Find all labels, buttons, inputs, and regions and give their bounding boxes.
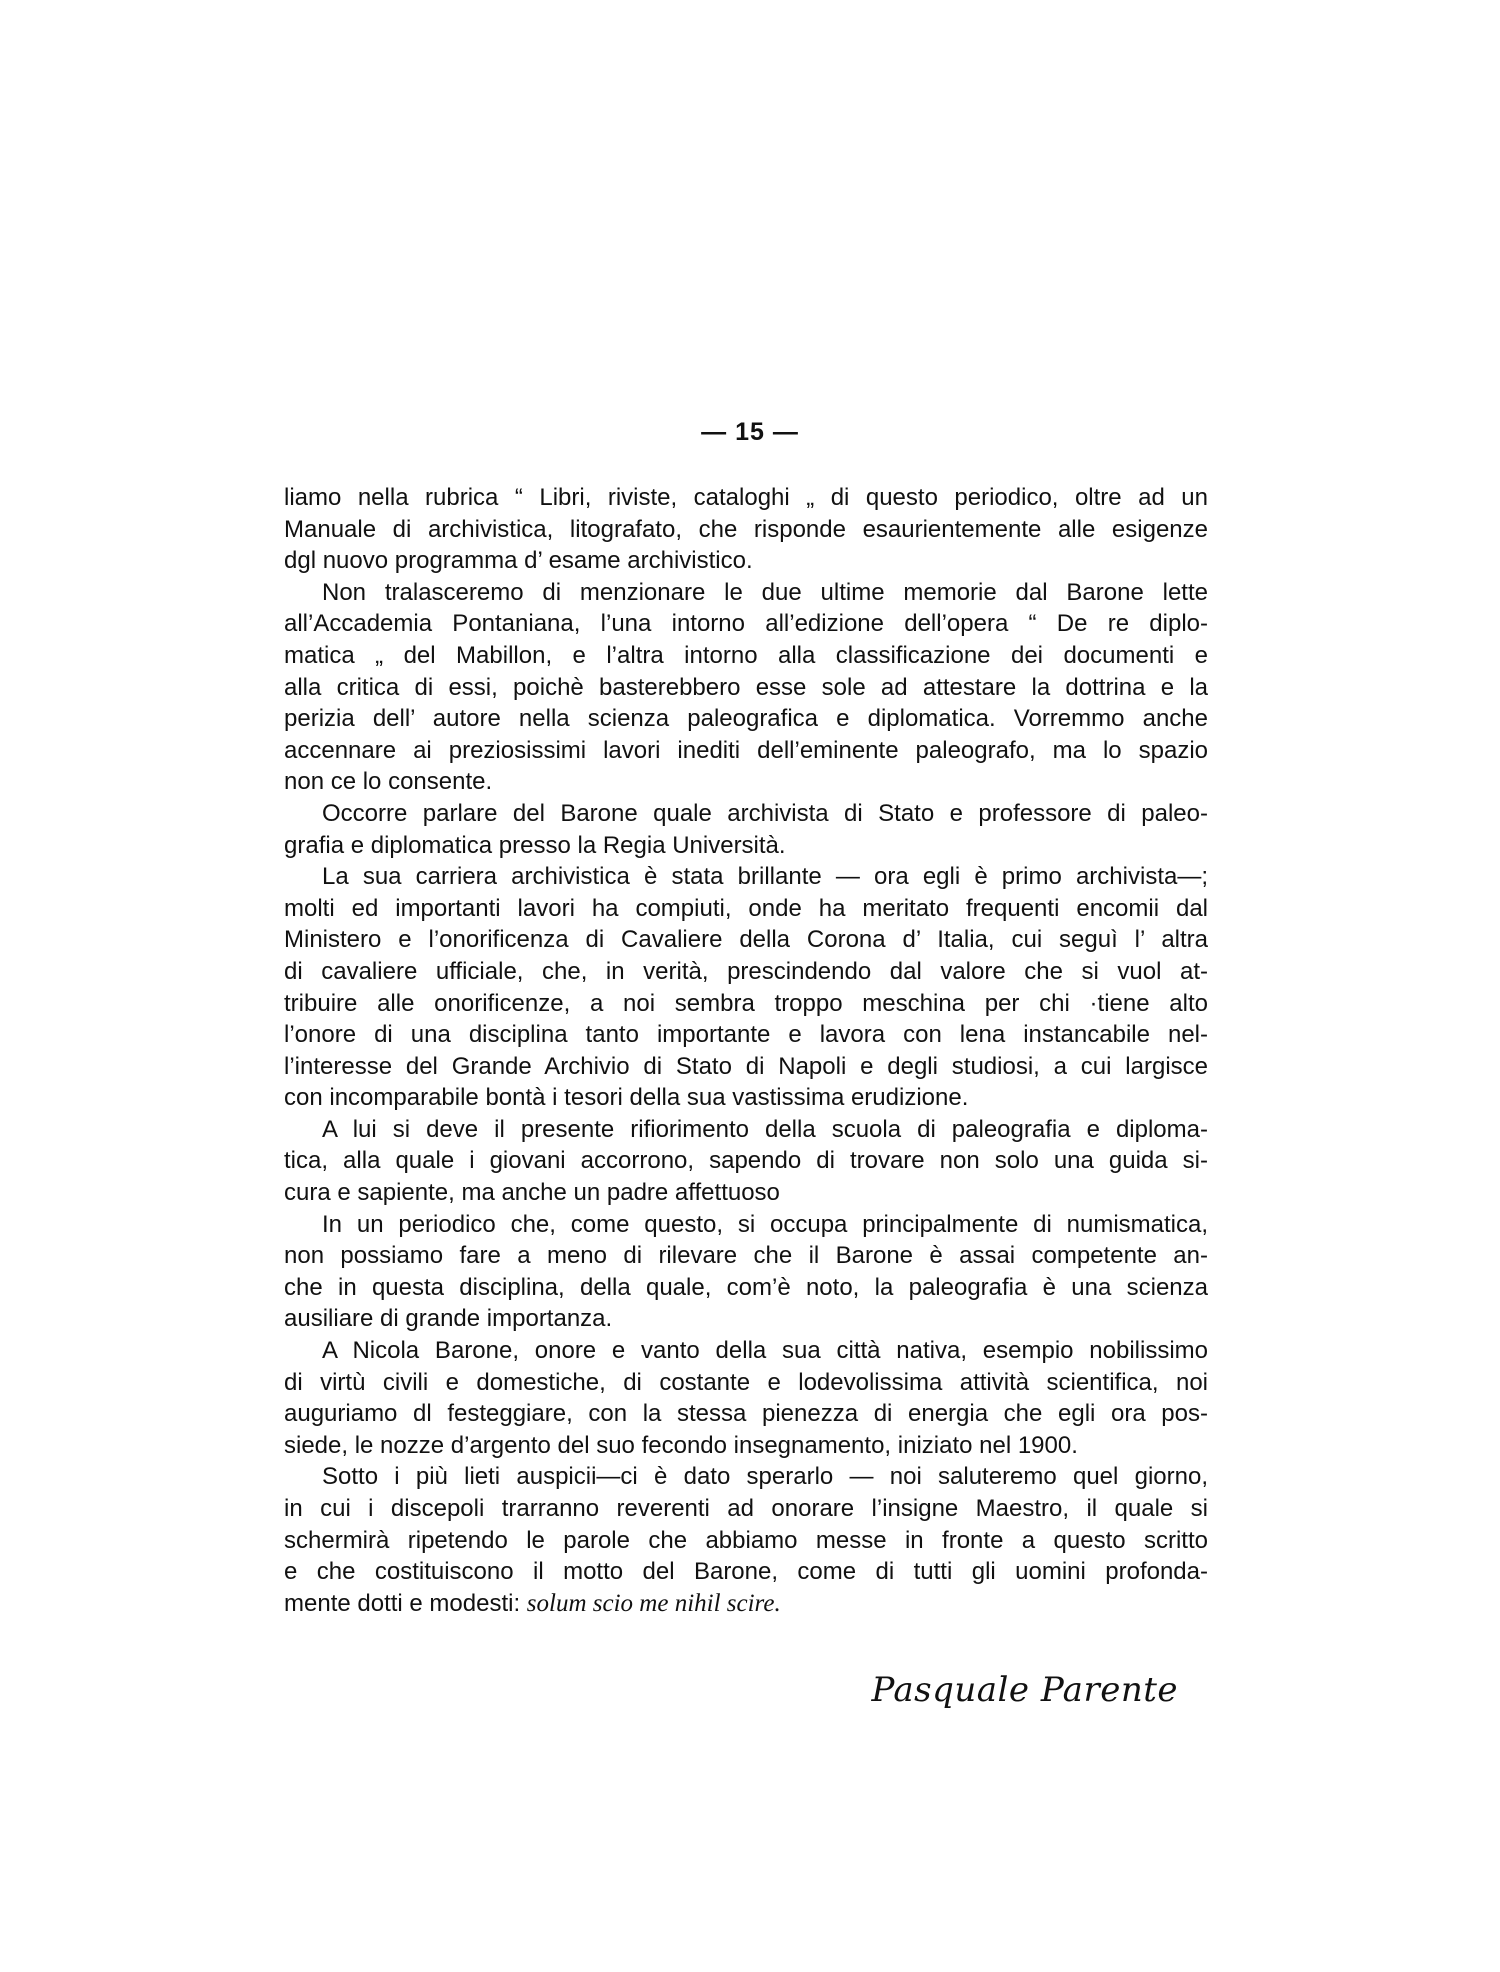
text-line: tribuire alle onorificenze, a noi sembra troppo meschina per chi ·tiene alto — [284, 989, 1208, 1017]
text-line: molti ed importanti lavori ha compiuti, onde ha meritato frequenti encomii dal — [284, 894, 1208, 922]
text-line: accennare ai preziosissimi lavori inediti dell’eminente paleografo, ma lo spazio — [284, 736, 1208, 764]
text-line: ausiliare di grande importanza. — [284, 1305, 613, 1333]
text-line-final-roman: mente dotti e modesti: — [284, 1589, 521, 1617]
text-line: In un periodico che, come questo, si occupa principalmente di numismatica, — [322, 1210, 1208, 1238]
text-line: siede, le nozze d’argento del suo fecondo insegnamento, iniziato nel 1900. — [284, 1431, 1078, 1459]
text-line: di virtù civili e domestiche, di costante e lodevolissima attività scientifica, noi — [284, 1368, 1208, 1396]
text-line: Sotto i più lieti auspicii—ci è dato sperarlo — noi saluteremo quel giorno, — [322, 1463, 1208, 1491]
text-line: grafia e diplomatica presso la Regia Università. — [284, 831, 786, 859]
text-line: liamo nella rubrica “ Libri, riviste, cataloghi „ di questo periodico, oltre ad un — [284, 484, 1208, 511]
text-line: dgl nuovo programma d’ esame archivistico. — [284, 547, 753, 575]
text-line: che in questa disciplina, della quale, com’è noto, la paleografia è una scienza — [284, 1273, 1208, 1301]
text-line: in cui i discepoli trarranno reverenti ad onorare l’insigne Maestro, il quale si — [284, 1495, 1208, 1522]
text-line: l’onore di una disciplina tanto importante e lavora con lena instancabile nel- — [284, 1021, 1208, 1049]
text-line: A lui si deve il presente rifiorimento della scuola di paleografia e diploma- — [322, 1115, 1208, 1143]
text-line: all’Accademia Pontaniana, l’una intorno all’edizione dell’opera “ De re diplo- — [284, 610, 1208, 638]
text-line: Manuale di archivistica, litografato, che risponde esaurientemente alle esigenze — [284, 515, 1208, 543]
text-line-final — [284, 1588, 1208, 1620]
text-line: non ce lo consente. — [284, 768, 493, 796]
author-signature: Pasquale Parente — [871, 1670, 1178, 1710]
text-line: l’interesse del Grande Archivio di Stato di Napoli e degli studiosi, a cui largisce — [284, 1052, 1208, 1080]
text-line: Non tralasceremo di menzionare le due ultime memorie dal Barone lette — [322, 578, 1208, 606]
text-line: auguriamo dl festeggiare, con la stessa pienezza di energia che egli ora pos- — [284, 1400, 1208, 1428]
text-line: perizia dell’ autore nella scienza paleografica e diplomatica. Vorremmo anche — [284, 705, 1208, 733]
text-line: cura e sapiente, ma anche un padre affettuoso — [284, 1179, 780, 1207]
text-line: con incomparabile bontà i tesori della sua vastissima erudizione. — [284, 1084, 969, 1112]
text-line: e che costituiscono il motto del Barone, come di tutti gli uomini profonda- — [284, 1558, 1208, 1586]
text-line: schermirà ripetendo le parole che abbiamo messe in fronte a questo scritto — [284, 1526, 1208, 1554]
text-line: alla critica di essi, poichè basterebbero esse sole ad attestare la dottrina e la — [284, 673, 1208, 701]
text-line: Occorre parlare del Barone quale archivista di Stato e professore di paleo- — [322, 799, 1208, 827]
text-line: di cavaliere ufficiale, che, in verità, prescindendo dal valore che si vuol at- — [284, 957, 1208, 985]
text-line: A Nicola Barone, onore e vanto della sua città nativa, esempio nobilissimo — [322, 1337, 1208, 1365]
text-line: La sua carriera archivistica è stata brillante — ora egli è primo archivista—; — [322, 863, 1208, 891]
latin-motto: solum scio me nihil scire. — [526, 1589, 781, 1617]
body-text — [284, 482, 1208, 1619]
text-line: tica, alla quale i giovani accorrono, sapendo di trovare non solo una guida si- — [284, 1147, 1208, 1175]
text-line: non possiamo fare a meno di rilevare che il Barone è assai competente an- — [284, 1242, 1208, 1270]
page-number: — 15 — — [701, 418, 799, 446]
text-line: matica „ del Mabillon, e l’altra intorno alla classificazione dei documenti e — [284, 641, 1208, 669]
text-line: Ministero e l’onorificenza di Cavaliere della Corona d’ Italia, cui seguì l’ altra — [284, 926, 1208, 954]
